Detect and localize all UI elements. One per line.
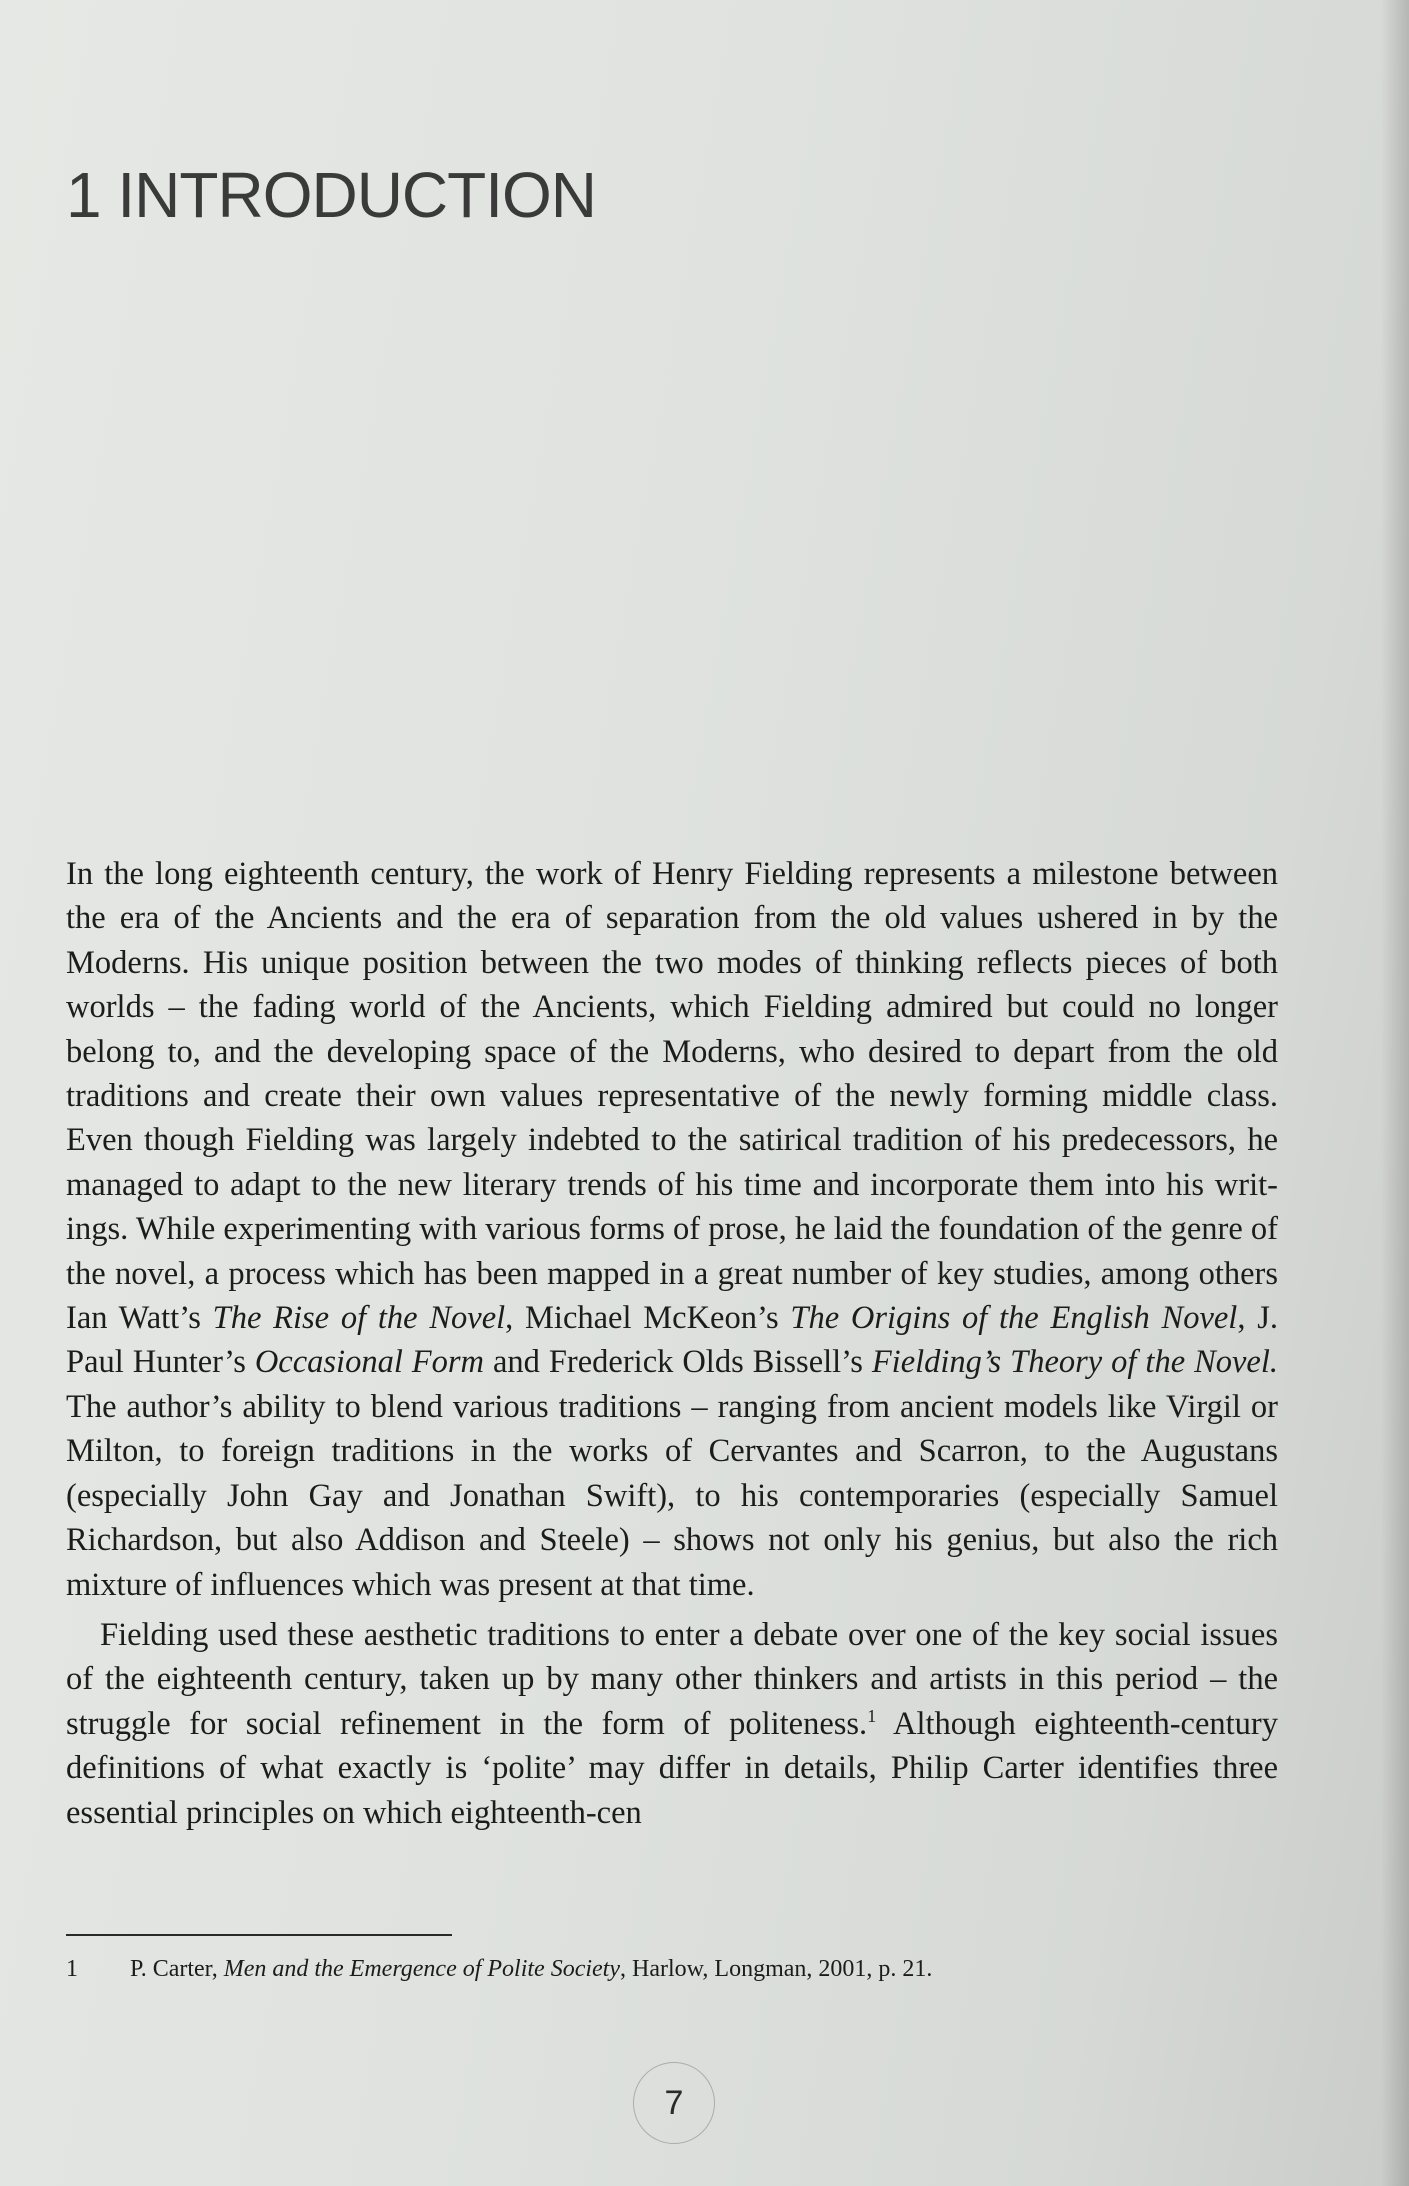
p1-title-occasional-form: Occasional Form: [254, 1344, 485, 1381]
p1-title-origins-of-the-english-novel: The Origins of the English Novel: [790, 1300, 1238, 1337]
footnote-reference[interactable]: 1: [867, 1705, 877, 1726]
p1-text-5: The author’s ability to blend various traditions – ranging from ancient models like Virgil or Milton, to foreign traditions in the works of Cervantes and Scarron, to the Augustans (especially John Gay and Jonathan Swift), to his contemporaries (especially Samuel Richardson, but also Addison and Steele) – shows not only his genius, but also the rich mixture of influences which was present at that time.: [66, 1388, 1278, 1603]
footnote-number: 1: [66, 1956, 78, 1982]
footnote: [66, 1952, 1278, 1986]
page-number: 7: [664, 2083, 684, 2122]
paragraph-1: [66, 852, 1278, 1607]
chapter-title: 1 INTRODUCTION: [66, 159, 596, 231]
footnote-text-1: P. Carter,: [130, 1956, 224, 1982]
p2-text-2: Although eighteenth-century definitions of what exactly is ‘polite’ may differ in details, Philip Carter identifies three essential principles on which eighteenth-cen: [66, 1705, 1278, 1831]
page-number-circle: [633, 2062, 715, 2144]
page-edge-shadow: [1381, 0, 1409, 2186]
footnote-divider: [66, 1934, 452, 1936]
paragraph-2: [66, 1613, 1278, 1835]
p1-text-2: , Michael McKeon’s: [505, 1300, 791, 1337]
p1-title-fieldings-theory: Fielding’s Theory of the Novel.: [871, 1344, 1279, 1381]
p1-text-3: , J. Paul Hunter’s: [66, 1300, 1278, 1381]
footnote-text-2: , Harlow, Longman, 2001, p. 21.: [620, 1956, 933, 1982]
p1-text-1: In the long eighteenth century, the work of Henry Fielding represents a milestone between the era of the Ancients and the era of separation from the old values ushered in by the Moderns. His unique position between the two modes of thinking reflects pieces of both worlds – the fading world of the Ancients, which Fielding admired but could no longer belong to, and the developing space of the Moderns, who desired to depart from the old traditions and create their own values representative of the newly forming middle class. Even though Fielding was largely indebted to the satirical tradition of his predecessors, he managed to adapt to the new literary trends of his time and incorporate them into his writings. While experimenting with various forms of prose, he laid the foundation of the genre of the novel, a process which has been mapped in a great number of key studies, among others Ian Watt’s: [66, 856, 1278, 1337]
p1-title-rise-of-the-novel: The Rise of the Novel: [212, 1300, 506, 1337]
p1-text-4: and Frederick Olds Bissell’s: [484, 1344, 872, 1381]
footnote-book-title: Men and the Emergence of Polite Society: [223, 1956, 620, 1982]
p2-text-1: Fielding used these aesthetic traditions to enter a debate over one of the key social issues of the eighteenth century, taken up by many other thinkers and artists in this period – the struggle for social refinement in the form of politeness.: [66, 1616, 1278, 1742]
body-text: [66, 852, 1278, 1835]
